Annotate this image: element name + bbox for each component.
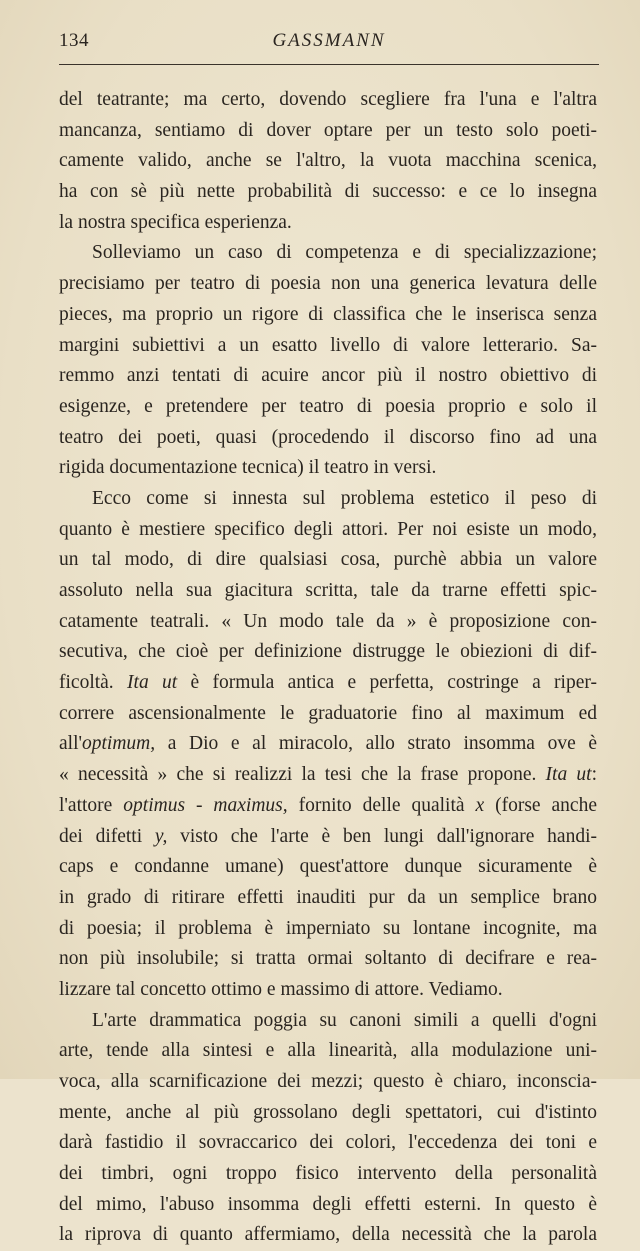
text-line: non più insolubile; si tratta ormai soltanto di decifrare e rea- xyxy=(59,948,597,970)
text-span: : xyxy=(591,764,597,786)
text-line: la nostra specifica esperienza. xyxy=(59,211,292,233)
text-line: lizzare tal concetto ottimo e massimo di attore. Vediamo. xyxy=(59,978,503,1000)
text-line: teatro dei poeti, quasi (procedendo il discorso fino ad una xyxy=(59,426,597,448)
text-line: mente, anche al più grossolano degli spettatori, cui d'istinto xyxy=(59,1101,597,1123)
text-span: « necessità » che si realizzi la tesi che la frase propone. xyxy=(59,764,546,786)
text-line: remmo anzi tentati di acuire ancor più il nostro obiettivo di xyxy=(59,365,597,387)
text-line: del teatrante; ma certo, dovendo scegliere fra l'una e l'altra xyxy=(59,89,597,110)
text-span: fornito delle qualità xyxy=(287,794,476,816)
text-line: caps e condanne umane) quest'attore dunque sicuramente è xyxy=(59,856,597,878)
italic-span: y, xyxy=(154,825,168,847)
text-line xyxy=(59,668,597,699)
text-line: Ecco come si innesta sul problema estetico il peso di xyxy=(92,487,597,509)
text-line: mancanza, sentiamo di dover optare per un testo solo poeti- xyxy=(59,119,597,141)
italic-span: Ita ut xyxy=(545,764,592,786)
italic-span: optimum, xyxy=(82,733,156,755)
italic-span: Ita ut xyxy=(127,672,178,694)
text-span: visto che l'arte è ben lungi dall'ignorare handi- xyxy=(167,825,597,847)
text-line: un tal modo, di dire qualsiasi cosa, purchè abbia un valore xyxy=(59,549,597,571)
text-line: secutiva, che cioè per definizione distrugge le obiezioni di dif- xyxy=(59,641,597,663)
italic-span: optimus - maximus, xyxy=(123,794,288,816)
text-line: catamente teatrali. « Un modo tale da » è proposizione con- xyxy=(59,610,597,632)
text-line: esigenze, e pretendere per teatro di poesia proprio e solo il xyxy=(59,395,597,417)
text-span: (forse anche xyxy=(484,794,597,816)
text-line: dei timbri, ogni troppo fisico intervento della personalità xyxy=(59,1163,597,1185)
text-line: L'arte drammatica poggia su canoni simili a quelli d'ogni xyxy=(92,1009,597,1031)
text-line: camente valido, anche se l'altro, la vuota macchina scenica, xyxy=(59,150,597,172)
italic-span: x xyxy=(475,794,485,816)
text-line: quanto è mestiere specifico degli attori. Per noi esiste un modo, xyxy=(59,518,597,540)
text-line: precisiamo per teatro di poesia non una generica levatura delle xyxy=(59,273,597,295)
text-span: a Dio e al miracolo, allo strato insomma ove è xyxy=(155,733,597,755)
text-line: voca, alla scarnificazione dei mezzi; questo è chiaro, inconscia- xyxy=(59,1071,597,1092)
page-number: 134 xyxy=(59,30,89,51)
text-line: pieces, ma proprio un rigore di classifica che le inserisca senza xyxy=(59,303,597,325)
text-span: all' xyxy=(59,733,83,755)
text-line: rigida documentazione tecnica) il teatro in versi. xyxy=(59,457,437,479)
text-span: dei difetti xyxy=(59,825,155,847)
text-line xyxy=(59,791,597,822)
running-head: GASSMANN xyxy=(272,30,386,51)
text-line: darà fastidio il sovraccarico dei colori, l'eccedenza dei toni e xyxy=(59,1132,597,1154)
text-line: correre ascensionalmente le graduatorie fino al maximum ed xyxy=(59,702,597,724)
text-line: arte, tende alla sintesi e alla linearità, alla modulazione uni- xyxy=(59,1040,597,1062)
text-line xyxy=(59,760,597,791)
body-text xyxy=(59,85,597,1251)
text-line: del mimo, l'abuso insomma degli effetti esterni. In questo è xyxy=(59,1193,597,1215)
text-span: è formula antica e perfetta, costringe a riper- xyxy=(177,672,597,694)
text-line: assoluto nella sua giacitura scritta, tale da trarne effetti spic- xyxy=(59,580,597,601)
text-span: l'attore xyxy=(59,794,124,816)
text-line xyxy=(59,822,597,853)
text-line: ha con sè più nette probabilità di successo: e ce lo insegna xyxy=(59,181,597,203)
text-line: di poesia; il problema è imperniato su lontane incognite, ma xyxy=(59,917,597,939)
text-span: ficoltà. xyxy=(59,672,128,694)
text-line xyxy=(59,729,597,760)
page-header xyxy=(59,30,599,65)
text-line: la riprova di quanto affermiamo, della necessità che la parola xyxy=(59,1224,597,1246)
text-line: margini subiettivi a un esatto livello di valore letterario. Sa- xyxy=(59,334,597,356)
text-line: in grado di ritirare effetti inauditi pur da un semplice brano xyxy=(59,886,597,908)
text-line: Solleviamo un caso di competenza e di specializzazione; xyxy=(92,242,597,264)
